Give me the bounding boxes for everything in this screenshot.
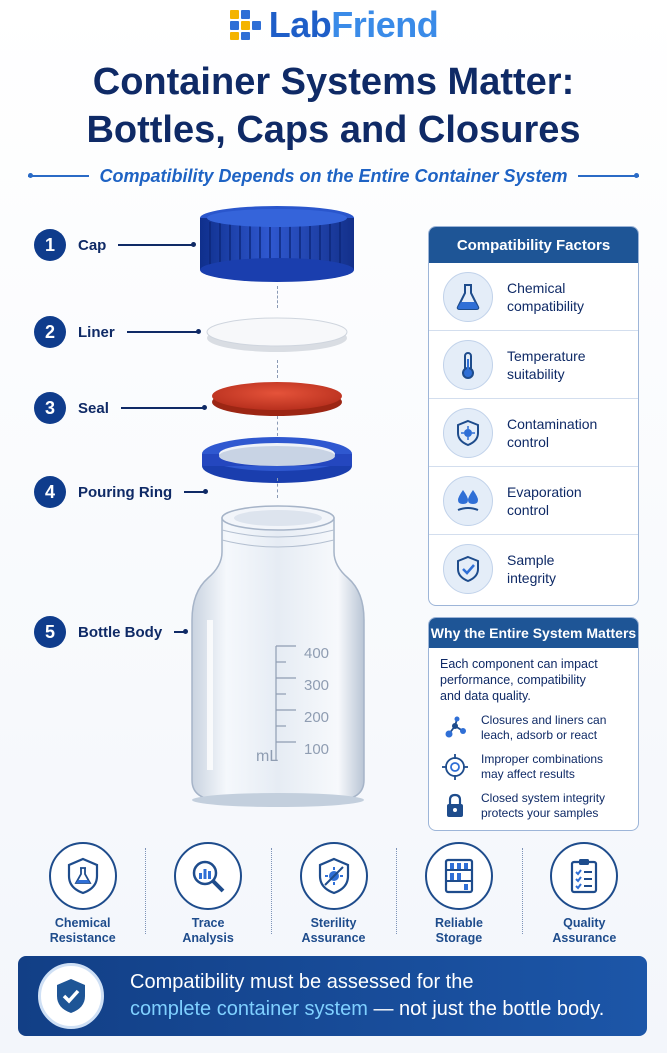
benefit-item <box>522 838 647 948</box>
shield-flask-icon <box>49 842 117 910</box>
virus-shield-icon <box>443 408 493 458</box>
cap-part <box>200 206 354 282</box>
benefit-item <box>396 838 521 948</box>
logo <box>0 4 667 44</box>
benefit-line-1: Reliable <box>434 916 483 930</box>
benefit-line-2: Resistance <box>49 931 116 945</box>
benefit-line-1: Sterility <box>310 916 357 930</box>
benefit-line-2: Assurance <box>552 931 617 945</box>
subtitle-divider-right <box>578 175 639 177</box>
flask-icon <box>443 272 493 322</box>
title-line-1: Container Systems Matter: <box>92 61 575 103</box>
factor-line-2: integrity <box>507 570 557 586</box>
component-number: 1 <box>34 229 66 261</box>
logo-text-friend: Friend <box>331 4 439 45</box>
guide-dash <box>277 286 278 308</box>
graduation-unit: mL <box>256 748 279 765</box>
storage-cabinet-icon <box>425 842 493 910</box>
benefit-line-1: Quality <box>563 916 606 930</box>
component-label: Bottle Body <box>78 623 163 641</box>
benefit-line-1: Trace <box>191 916 225 930</box>
factor-item <box>429 331 638 399</box>
factor-item <box>429 399 638 467</box>
droplets-icon <box>443 476 493 526</box>
guide-dash <box>277 416 278 436</box>
factor-line-1: Temperature <box>507 347 586 364</box>
component-label: Liner <box>78 323 115 341</box>
subtitle-divider-left <box>28 175 89 177</box>
benefit-item <box>145 838 270 948</box>
benefit-line-2: Analysis <box>182 931 234 945</box>
liner-part <box>207 318 347 352</box>
banner-highlight: complete container system <box>130 998 368 1020</box>
factor-line-2: control <box>507 433 550 450</box>
reason-line-2: protects your samples <box>481 805 599 820</box>
factor-item <box>429 535 638 603</box>
component-cap <box>34 229 194 261</box>
subtitle-row <box>28 164 639 188</box>
component-label: Cap <box>78 236 107 254</box>
component-number: 3 <box>34 392 66 424</box>
benefit-line-2: Assurance <box>301 931 366 945</box>
subtitle: Compatibility Depends on the Entire Container System <box>99 165 568 186</box>
pouring-ring-part <box>202 437 352 483</box>
guide-dash <box>277 360 278 378</box>
reason-item <box>429 708 638 747</box>
seal-part <box>212 382 342 416</box>
why-system-matters-panel <box>428 617 639 831</box>
bottle-illustration <box>180 200 380 810</box>
panel-title: Why the Entire System Matters <box>429 618 638 648</box>
panel-intro <box>429 648 638 708</box>
benefit-line-2: Storage <box>435 931 483 945</box>
target-icon <box>439 751 471 783</box>
factor-line-1: Sample <box>507 552 555 568</box>
factor-line-2: suitability <box>507 365 565 382</box>
compatibility-factors-panel <box>428 226 639 606</box>
component-number: 5 <box>34 616 66 648</box>
graduation-300: 300 <box>304 677 330 694</box>
logo-text-lab: Lab <box>268 4 332 45</box>
component-label: Pouring Ring <box>78 483 173 501</box>
page-title <box>0 58 667 154</box>
reason-item <box>429 747 638 786</box>
factor-line-2: compatibility <box>507 297 585 314</box>
title-line-2: Bottles, Caps and Closures <box>86 109 581 151</box>
factor-line-2: control <box>507 501 550 518</box>
clipboard-check-icon <box>550 842 618 910</box>
lock-icon <box>439 790 471 822</box>
component-number: 2 <box>34 316 66 348</box>
factor-item <box>429 467 638 535</box>
graduation-labels <box>304 638 329 766</box>
bottle-parts-svg <box>180 200 380 810</box>
component-bottle-body <box>34 616 186 648</box>
conclusion-banner <box>18 956 647 1036</box>
reason-line-2: leach, adsorb or react <box>481 727 598 742</box>
benefit-item <box>20 838 145 948</box>
intro-line: performance, compatibility <box>440 673 586 687</box>
factor-line-1: Contamination <box>507 415 598 432</box>
component-liner <box>34 316 199 348</box>
guide-dash <box>277 478 278 498</box>
check-shield-icon <box>443 544 493 594</box>
banner-line-1: Compatibility must be assessed for the <box>130 971 474 993</box>
check-shield-icon <box>38 963 104 1029</box>
banner-text <box>130 969 604 1023</box>
factor-item <box>429 263 638 331</box>
reason-line-1: Closed system integrity <box>481 790 606 805</box>
banner-line-2-end: — not just the bottle body. <box>367 998 605 1020</box>
thermometer-icon <box>443 340 493 390</box>
component-label: Seal <box>78 399 109 417</box>
graduation-100: 100 <box>304 741 330 758</box>
reason-line-1: Improper combinations <box>481 751 604 766</box>
benefit-item <box>271 838 396 948</box>
reason-line-1: Closures and liners can <box>481 712 607 727</box>
magnifier-chart-icon <box>174 842 242 910</box>
shield-virus-icon <box>300 842 368 910</box>
molecule-icon <box>439 712 471 744</box>
component-number: 4 <box>34 476 66 508</box>
benefit-line-1: Chemical <box>54 916 111 930</box>
graduation-200: 200 <box>304 709 330 726</box>
graduation-400: 400 <box>304 645 330 662</box>
factor-line-1: Evaporation <box>507 483 582 500</box>
factor-line-1: Chemical <box>507 279 566 296</box>
logo-mark-icon <box>229 9 263 41</box>
intro-line: and data quality. <box>440 689 531 703</box>
panel-title: Compatibility Factors <box>429 227 638 263</box>
intro-line: Each component can impact <box>440 657 598 671</box>
reason-item <box>429 786 638 825</box>
benefits-row <box>20 838 647 948</box>
reason-line-2: may affect results <box>481 766 575 781</box>
